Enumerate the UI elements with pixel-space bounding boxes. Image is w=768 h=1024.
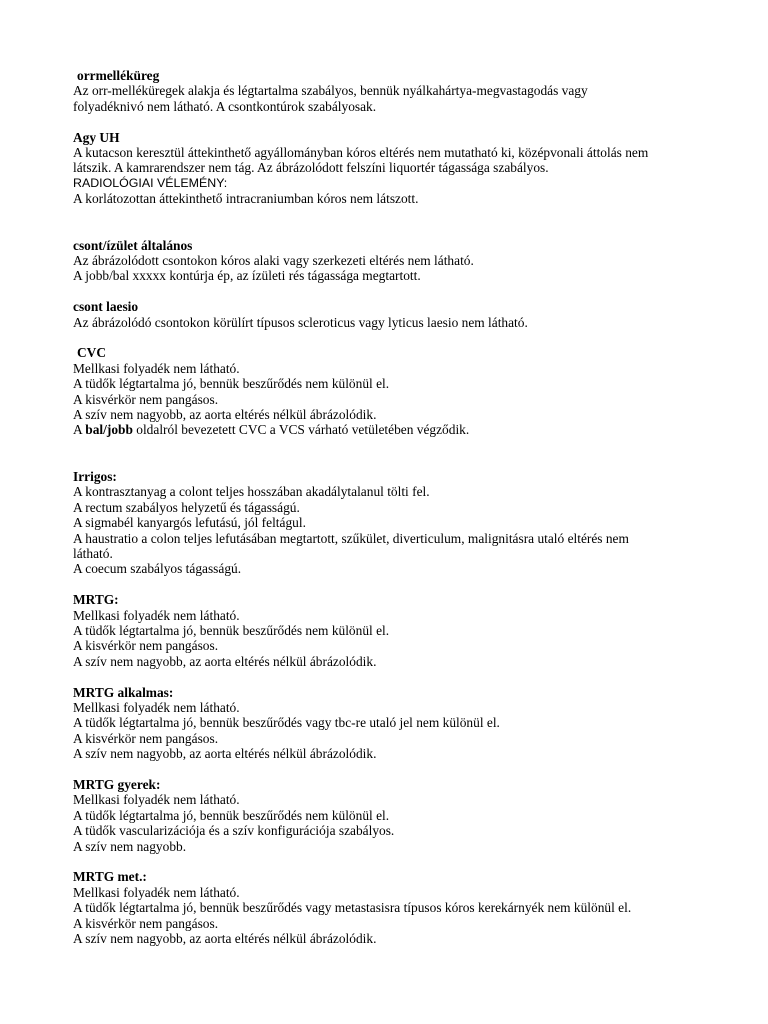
text-line: A sigmabél kanyargós lefutású, jól feltágul. [73, 515, 306, 531]
section-cvc [73, 345, 693, 437]
section-heading: MRTG gyerek: [73, 776, 161, 792]
text-line: Mellkasi folyadék nem látható. [73, 792, 240, 808]
section-heading: Agy UH [73, 129, 120, 145]
text-line: A szív nem nagyobb, az aorta eltérés nélkül ábrázolódik. [73, 746, 377, 762]
section-mrtg-gyerek [73, 777, 693, 854]
text-line: A tüdők légtartalma jó, bennük beszűrődés nem különül el. [73, 807, 390, 823]
section-agy-uh [73, 130, 693, 207]
text-line: A tüdők légtartalma jó, bennük beszűrődés nem különül el. [73, 376, 390, 392]
text-line: A kisvérkör nem pangásos. [73, 915, 219, 931]
bold-fragment: bal/jobb [85, 422, 133, 438]
text-line-cvc-side [73, 422, 693, 437]
text-line: A coecum szabályos tágasságú. [73, 561, 242, 577]
section-mrtg [73, 592, 693, 669]
text-line: A tüdők vascularizációja és a szív konfigurációja szabályos. [73, 823, 395, 839]
text-line: Az ábrázolódó csontokon körülírt típusos scleroticus vagy lyticus laesio nem látható. [73, 314, 528, 330]
section-orrmellekureg [73, 68, 693, 114]
text-line: A szív nem nagyobb, az aorta eltérés nélkül ábrázolódik. [73, 931, 377, 947]
text-line: A tüdők légtartalma jó, bennük beszűrődés vagy tbc-re utaló jel nem különül el. [73, 715, 500, 731]
text-fragment: A [73, 422, 86, 438]
text-line: Mellkasi folyadék nem látható. [73, 699, 240, 715]
section-irrigos [73, 469, 693, 577]
text-line: A kisvérkör nem pangásos. [73, 638, 219, 654]
section-heading: MRTG met.: [73, 869, 147, 885]
section-csont-laesio [73, 299, 693, 330]
text-line: Az orr-melléküregek alakja és légtartalma szabályos, bennük nyálkahártya-megvastagodás vagy [73, 83, 588, 99]
section-mrtg-met [73, 869, 693, 946]
section-heading: MRTG: [73, 592, 119, 608]
text-line: Mellkasi folyadék nem látható. [73, 884, 240, 900]
text-line: A korlátozottan áttekinthető intracraniumban kóros nem látszott. [73, 191, 419, 207]
text-line: folyadéknivó nem látható. A csontkontúrok szabályosak. [73, 98, 377, 114]
section-heading: orrmelléküreg [77, 68, 160, 83]
text-line: A kontrasztanyag a colont teljes hosszában akadálytalanul tölti fel. [73, 484, 430, 500]
text-line: A haustratio a colon teljes lefutásában megtartott, szűkület, diverticulum, malignitásra utaló eltérés nem [73, 530, 629, 546]
section-csont-izulet [73, 238, 693, 284]
text-line: A tüdők légtartalma jó, bennük beszűrődés vagy metastasisra típusos kóros kerekárnyék nem különül el. [73, 900, 632, 916]
text-line: A rectum szabályos helyzetű és tágasságú. [73, 499, 300, 515]
text-line: A kisvérkör nem pangásos. [73, 391, 219, 407]
text-line: Mellkasi folyadék nem látható. [73, 607, 240, 623]
text-line: A szív nem nagyobb. [73, 838, 187, 854]
text-line-label: RADIOLÓGIAI VÉLEMÉNY: [73, 175, 228, 190]
text-line: A jobb/bal xxxxx kontúrja ép, az ízületi rés tágassága megtartott. [73, 268, 421, 284]
document-page [73, 68, 693, 946]
text-line: A tüdők légtartalma jó, bennük beszűrődés nem különül el. [73, 622, 390, 638]
text-line: A szív nem nagyobb, az aorta eltérés nélkül ábrázolódik. [73, 407, 377, 423]
section-mrtg-alkalmas [73, 685, 693, 762]
text-line: Az ábrázolódott csontokon kóros alaki vagy szerkezeti eltérés nem látható. [73, 253, 474, 269]
text-line: látszik. A kamrarendszer nem tág. Az ábrázolódott felszíni liquortér tágassága szabályos. [73, 160, 549, 176]
text-line: A kutacson keresztül áttekinthető agyállományban kóros eltérés nem mutatható ki, középvonali áttolás nem [73, 145, 649, 161]
section-heading: Irrigos: [73, 468, 117, 484]
section-heading: MRTG alkalmas: [73, 684, 174, 700]
text-line: A szív nem nagyobb, az aorta eltérés nélkül ábrázolódik. [73, 653, 377, 669]
text-line: látható. [73, 545, 113, 561]
text-line: Mellkasi folyadék nem látható. [73, 360, 240, 376]
section-heading: csont/ízület általános [73, 237, 193, 253]
text-fragment: oldalról bevezetett CVC a VCS várható vetületében végződik. [132, 422, 470, 438]
section-heading: CVC [77, 345, 107, 361]
text-line: A kisvérkör nem pangásos. [73, 730, 219, 746]
section-heading: csont laesio [73, 299, 139, 315]
